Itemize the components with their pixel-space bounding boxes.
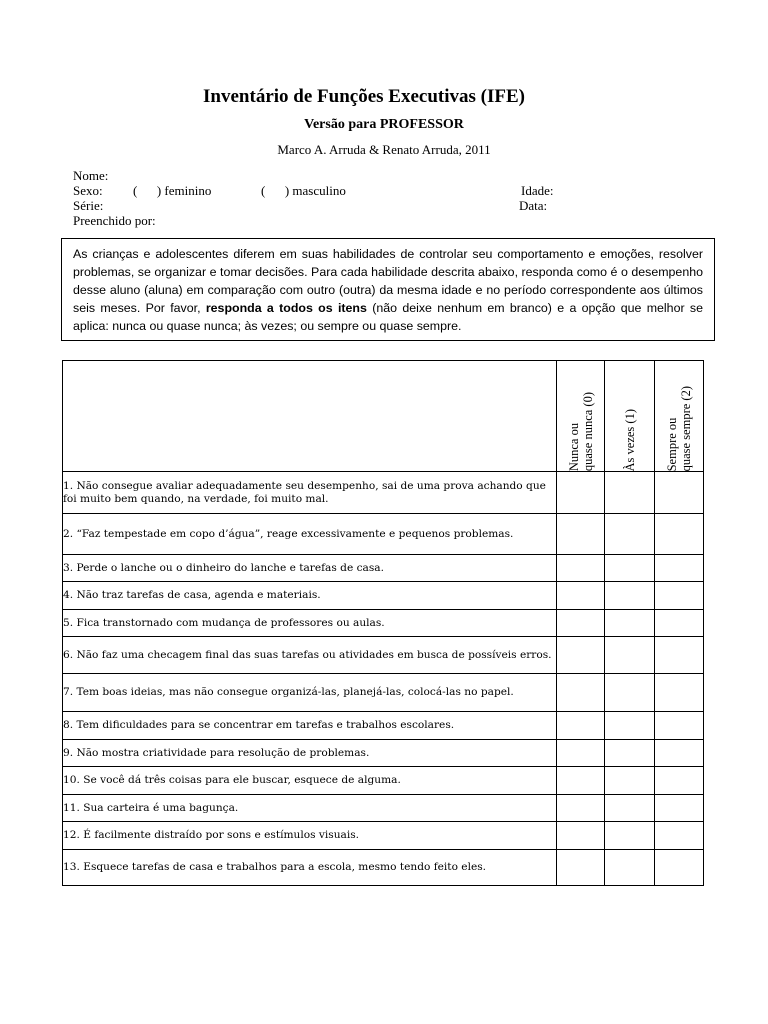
answer-cell-sempre[interactable]: [655, 767, 704, 795]
answer-cell-sempre[interactable]: [655, 637, 704, 674]
table-row: [63, 850, 704, 886]
answer-cell-as-vezes[interactable]: [605, 795, 655, 822]
item-text: 13. Esquece tarefas de casa e trabalhos para a escola, mesmo tendo feito eles.: [63, 850, 557, 886]
column-header-line: quase nunca (0): [580, 391, 595, 471]
preenchido-field-label: Preenchido por:: [73, 213, 156, 228]
answer-cell-sempre[interactable]: [655, 514, 704, 555]
answer-cell-sempre[interactable]: [655, 850, 704, 886]
item-text: 12. É facilmente distraído por sons e estímulos visuais.: [63, 822, 557, 850]
answer-cell-sempre[interactable]: [655, 712, 704, 740]
answer-cell-sempre[interactable]: [655, 472, 704, 514]
column-header-sempre: [655, 361, 704, 472]
answer-cell-nunca[interactable]: [557, 514, 605, 555]
answer-cell-nunca[interactable]: [557, 472, 605, 514]
answer-cell-nunca[interactable]: [557, 822, 605, 850]
answer-cell-nunca[interactable]: [557, 637, 605, 674]
instructions-box: [61, 238, 715, 341]
header-blank-cell: [63, 361, 557, 472]
table-row: [63, 712, 704, 740]
answer-cell-sempre[interactable]: [655, 795, 704, 822]
item-text: 4. Não traz tarefas de casa, agenda e materiais.: [63, 582, 557, 610]
table-row: [63, 822, 704, 850]
answer-cell-as-vezes[interactable]: [605, 637, 655, 674]
table-row: [63, 767, 704, 795]
item-text: 7. Tem boas ideias, mas não consegue organizá-las, planejá-las, colocá-las no papel.: [63, 674, 557, 712]
answer-cell-nunca[interactable]: [557, 674, 605, 712]
answer-cell-sempre[interactable]: [655, 555, 704, 582]
answer-cell-as-vezes[interactable]: [605, 850, 655, 886]
table-row: [63, 610, 704, 637]
item-text: 10. Se você dá três coisas para ele buscar, esquece de alguma.: [63, 767, 557, 795]
instructions-emphasis: responda a todos os itens: [205, 301, 367, 315]
answer-cell-nunca[interactable]: [557, 795, 605, 822]
answer-cell-as-vezes[interactable]: [605, 610, 655, 637]
column-header-line: Sempre ou: [665, 417, 679, 471]
table-row: [63, 555, 704, 582]
item-text: 2. “Faz tempestade em copo d’água”, reage excessivamente e pequenos problemas.: [63, 514, 557, 555]
answer-cell-as-vezes[interactable]: [605, 674, 655, 712]
answer-cell-sempre[interactable]: [655, 822, 704, 850]
table-row: [63, 582, 704, 610]
answer-cell-nunca[interactable]: [557, 712, 605, 740]
answer-cell-as-vezes[interactable]: [605, 472, 655, 514]
document-authors: Marco A. Arruda & Renato Arruda, 2011: [277, 142, 491, 157]
table-row: [63, 514, 704, 555]
answer-cell-nunca[interactable]: [557, 610, 605, 637]
idade-field-label: Idade:: [521, 183, 554, 198]
table-row: [63, 472, 704, 514]
item-text: 3. Perde o lanche ou o dinheiro do lanche e tarefas de casa.: [63, 555, 557, 582]
column-header-nunca: [557, 361, 605, 472]
answer-cell-sempre[interactable]: [655, 610, 704, 637]
answer-cell-sempre[interactable]: [655, 674, 704, 712]
data-field-label: Data:: [519, 198, 548, 213]
answer-cell-nunca[interactable]: [557, 767, 605, 795]
column-header-line: quase sempre (2): [679, 385, 693, 471]
column-header-as-vezes: [605, 361, 655, 472]
table-row: [63, 637, 704, 674]
sexo-option-masculino[interactable]: ( ) masculino: [261, 183, 346, 198]
answer-cell-as-vezes[interactable]: [605, 514, 655, 555]
table-row: [63, 674, 704, 712]
item-text: 9. Não mostra criatividade para resolução de problemas.: [63, 740, 557, 767]
instructions-text: As crianças e adolescentes diferem em suas habilidades de controlar seu comportamento e emoções, resolver problemas, se organizar e tomar decisões. Para cada habilidade descrita abaixo, responda como é o desempenho desse aluno (aluna) em comparação com outro (outra) da mesma idade e no período correspondente aos últimos seis meses. Por favor,: [73, 247, 703, 315]
answer-cell-as-vezes[interactable]: [605, 822, 655, 850]
answer-cell-nunca[interactable]: [557, 740, 605, 767]
nome-field-label: Nome:: [73, 168, 109, 183]
answer-cell-sempre[interactable]: [655, 740, 704, 767]
column-header-line: Às vezes (1): [622, 408, 637, 471]
answer-cell-nunca[interactable]: [557, 582, 605, 610]
item-text: 8. Tem dificuldades para se concentrar em tarefas e trabalhos escolares.: [63, 712, 557, 740]
answer-cell-as-vezes[interactable]: [605, 767, 655, 795]
answer-cell-as-vezes[interactable]: [605, 582, 655, 610]
serie-field-label: Série:: [73, 198, 104, 213]
document-title: Inventário de Funções Executivas (IFE): [203, 86, 525, 107]
answer-cell-as-vezes[interactable]: [605, 555, 655, 582]
inventory-table: [62, 360, 704, 886]
answer-cell-nunca[interactable]: [557, 850, 605, 886]
table-row: [63, 795, 704, 822]
document-subtitle: Versão para PROFESSOR: [304, 117, 464, 132]
instructions-text-end: (não deixe nenhum em branco) e a opção que melhor se aplica: nunca ou quase nunca; às vezes; ou sempre ou quase sempre.: [73, 301, 703, 333]
item-text: 5. Fica transtornado com mudança de professores ou aulas.: [63, 610, 557, 637]
item-text: 11. Sua carteira é uma bagunça.: [63, 795, 557, 822]
table-header-row: [63, 361, 704, 472]
table-row: [63, 740, 704, 767]
answer-cell-as-vezes[interactable]: [605, 712, 655, 740]
item-text: 1. Não consegue avaliar adequadamente seu desempenho, sai de uma prova achando que foi muito bem quando, na verdade, foi muito mal.: [63, 472, 557, 514]
answer-cell-sempre[interactable]: [655, 582, 704, 610]
column-header-line: Nunca ou: [566, 422, 581, 471]
sexo-option-feminino[interactable]: ( ) feminino: [133, 183, 212, 198]
item-text: 6. Não faz uma checagem final das suas tarefas ou atividades em busca de possíveis erros.: [63, 637, 557, 674]
answer-cell-nunca[interactable]: [557, 555, 605, 582]
sexo-field-label: Sexo:: [73, 183, 103, 198]
answer-cell-as-vezes[interactable]: [605, 740, 655, 767]
